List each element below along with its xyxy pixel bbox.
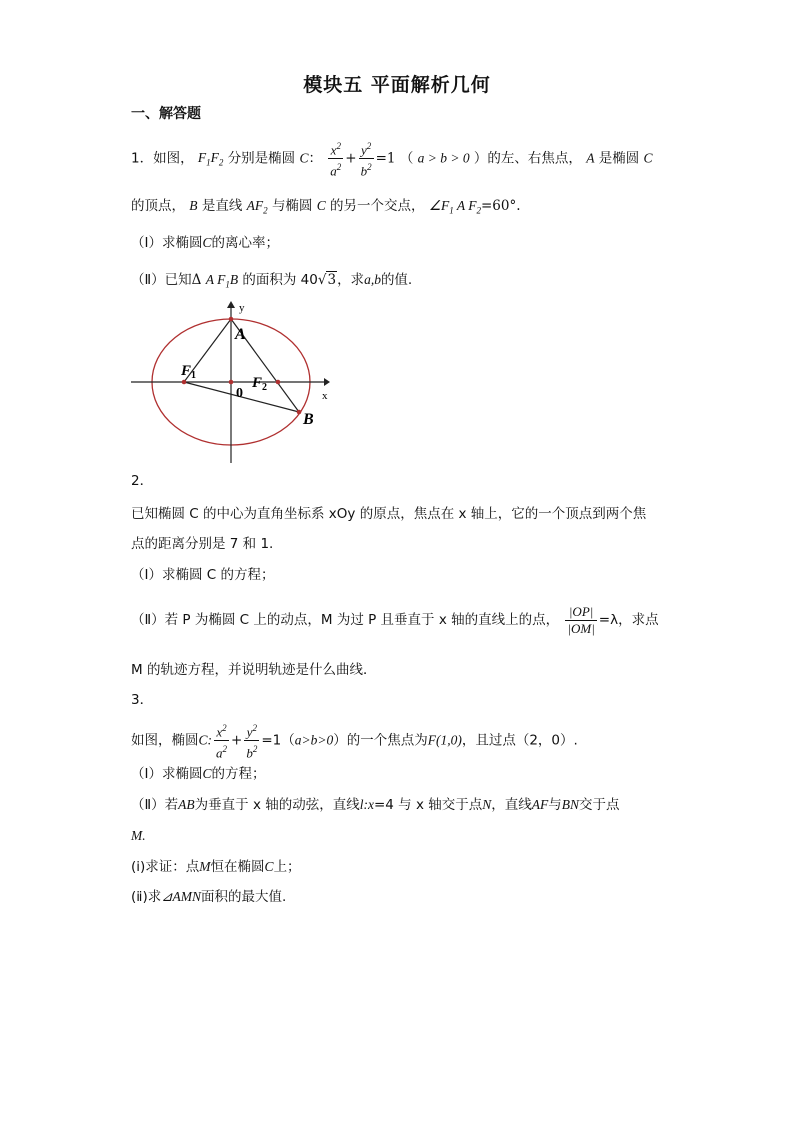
q3-text: (ⅱ)求 xyxy=(131,889,162,905)
q2-part-2 xyxy=(131,600,659,640)
q1-text: 是直线 xyxy=(201,198,243,214)
q3-text: =4 与 x 轴交于点 xyxy=(373,797,483,813)
q3-number: 3． xyxy=(131,692,154,708)
q3-text: 的方程； xyxy=(211,766,266,782)
math-c: C xyxy=(264,859,274,874)
q3-text: 面积的最大值. xyxy=(201,889,287,905)
q2-number: 2． xyxy=(131,473,154,489)
q1-text: （Ⅰ）求椭圆 xyxy=(131,235,203,251)
triangle-symbol: Δ xyxy=(191,272,202,288)
math-af2: $AF_2$ xyxy=(246,198,268,216)
q2-part-1: （Ⅰ）求椭圆 C 的方程； xyxy=(131,567,275,583)
ellipse-figure xyxy=(128,298,338,466)
q3-line-1: 如图，椭圆C: $\frac{x^2}{a^2}$ + $\frac{y^2}{b^2}$ =1（a>b>0）的一个焦点为F(1,0)，且过点（2，0）. xyxy=(131,720,578,756)
q1-text: ）的左、右焦点， xyxy=(473,150,582,167)
math-c: C xyxy=(316,198,326,213)
math-c: C xyxy=(202,235,212,250)
label-x: x xyxy=(322,390,328,402)
q3-text: ，且过点（2，0）. xyxy=(461,732,578,749)
math-af: AF xyxy=(531,797,549,812)
q2-line-2: 点的距离分别是 7 和 1. xyxy=(131,536,274,552)
y-axis-arrow xyxy=(227,301,235,308)
label-origin: 0 xyxy=(236,386,243,401)
math-a: A xyxy=(586,150,595,166)
q3-text: （Ⅱ）若 xyxy=(131,797,179,813)
q1-text: 的顶点， xyxy=(131,198,185,214)
q1-text: 1．如图， xyxy=(131,150,194,167)
point-f1 xyxy=(182,380,187,385)
angle-value: =60°. xyxy=(480,198,521,214)
math-condition: a > b > 0 xyxy=(417,150,470,166)
q2-line-1: 已知椭圆 C 的中心为直角坐标系 xOy 的原点，焦点在 x 轴上，它的一个顶点到两个焦 xyxy=(131,506,647,522)
q2-text: （Ⅱ）若 P 为椭圆 C 上的动点，M 为过 P 且垂直于 x 轴的直线上的点， xyxy=(131,612,560,628)
math-line-l: l:x xyxy=(359,797,374,812)
q1-text: 的离心率； xyxy=(211,235,279,251)
q3-text: (ⅰ)求证：点 xyxy=(131,859,200,875)
fraction-y2-b2: $\frac{y^2}{b^2}$ xyxy=(244,720,259,762)
q3-text: =1（ xyxy=(261,732,295,749)
math-c: C xyxy=(643,150,653,166)
fraction-y2-b2: $\frac{y^2}{b^2}$ xyxy=(359,138,374,180)
page-title: 模块五 平面解析几何 xyxy=(303,74,491,96)
x-axis-arrow xyxy=(324,378,330,386)
q3-text: 恒在椭圆 xyxy=(210,859,265,875)
q1-text: 的面积为 40 xyxy=(242,272,318,288)
q3-text: ，直线 xyxy=(491,797,532,813)
q1-text: 分别是椭圆 xyxy=(227,150,296,167)
math-c: C xyxy=(299,150,309,166)
math-m: M xyxy=(199,859,211,874)
q3-text: 如图，椭圆 xyxy=(131,732,199,749)
math-af1b: A $F_1B$ xyxy=(205,272,239,290)
fraction-x2-a2: $\frac{x^2}{a^2}$ xyxy=(328,138,343,180)
q3-text: （Ⅰ）求椭圆 xyxy=(131,766,203,782)
q1-line-2 xyxy=(131,196,521,221)
point-origin xyxy=(229,380,234,385)
sqrt-symbol: √ xyxy=(317,272,327,288)
math-angle: $\angle F_1$ A $F_2$ xyxy=(428,198,481,216)
label-y: y xyxy=(239,302,245,314)
q2-text: =λ，求点 xyxy=(598,612,659,628)
math-condition: a>b>0 xyxy=(294,732,334,748)
point-f2 xyxy=(276,380,281,385)
q1-text: ，求 xyxy=(337,272,365,288)
math-c: C xyxy=(202,766,212,781)
q3-part-2-cont: M. xyxy=(131,828,146,843)
q1-line-1: 1．如图， $F_1F_2$ 分别是椭圆 C： $\frac{x^2}{a^2}$ + $\frac{y^2}{b^2}$ =1 （ a > b > 0 ）的左、右焦点， A 是椭圆 C xyxy=(131,138,653,174)
q1-part-2 xyxy=(131,270,412,295)
q3-text: 交于点 xyxy=(579,797,620,813)
q3-part-1 xyxy=(131,764,266,784)
q3-text: 上； xyxy=(273,859,301,875)
label-f1-sub: 1 xyxy=(191,370,196,381)
math-ab: a,b xyxy=(364,272,381,287)
q3-text: 为垂直于 x 轴的动弦，直线 xyxy=(194,797,360,813)
label-f2: F xyxy=(252,375,263,391)
q2-part-2-cont: M 的轨迹方程，并说明轨迹是什么曲线． xyxy=(131,662,377,678)
q3-text: 与 xyxy=(548,797,562,813)
q1-text: 是椭圆 xyxy=(598,150,640,167)
math-b: B xyxy=(189,198,198,213)
q1-text: 与椭圆 xyxy=(271,198,313,214)
math-triangle-amn: ⊿AMN xyxy=(161,889,202,904)
label-a: A xyxy=(235,326,246,343)
math-n: N xyxy=(482,797,492,812)
label-b: B xyxy=(303,411,314,428)
point-b xyxy=(297,410,302,415)
label-f2-sub: 2 xyxy=(262,382,267,393)
fraction-x2-a2: $\frac{x^2}{a^2}$ xyxy=(214,720,229,762)
q3-sub-1 xyxy=(131,857,301,877)
label-f1: F xyxy=(181,363,192,379)
math-ab: AB xyxy=(178,797,195,812)
point-a xyxy=(229,317,234,322)
math-focus: F(1,0) xyxy=(427,732,462,748)
fraction-denominator: |OM| xyxy=(567,621,595,636)
q1-text: 的另一个交点， xyxy=(330,198,425,214)
fraction-numerator: |OP| xyxy=(565,604,596,621)
math-c: C: xyxy=(198,732,212,748)
q3-text: ）的一个焦点为 xyxy=(333,732,428,749)
q1-part-1 xyxy=(131,233,279,253)
q1-text: （ xyxy=(399,150,414,167)
q1-text: 的值. xyxy=(380,272,413,288)
section-heading: 一、解答题 xyxy=(131,106,201,122)
math-f1f2: $F_1F_2$ xyxy=(197,150,224,169)
sqrt-value: 3 xyxy=(327,272,337,288)
q3-part-2 xyxy=(131,795,620,815)
q3-sub-2 xyxy=(131,887,286,907)
q1-text: （Ⅱ）已知 xyxy=(131,272,192,288)
math-bn: BN xyxy=(561,797,580,812)
fraction-op-om xyxy=(565,604,596,637)
